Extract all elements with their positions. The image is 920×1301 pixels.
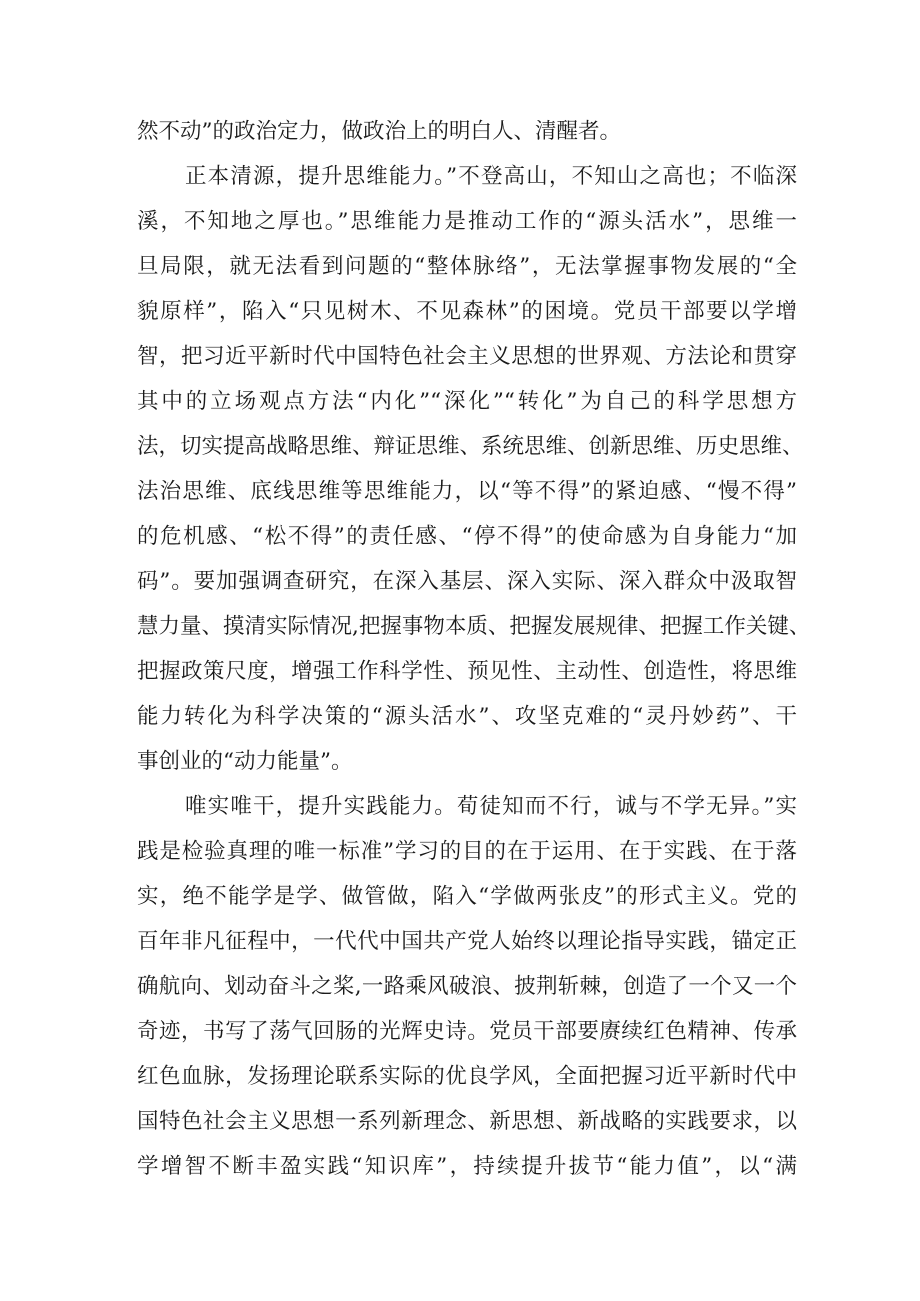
text-line: 智，把习近平新时代中国特色社会主义思想的世界观、方法论和贯穿 (137, 344, 797, 369)
text-line: 溪，不知地之厚也。”思维能力是推动工作的“源头活水”，思维一 (137, 209, 797, 234)
text-line: 百年非凡征程中，一代代中国共产党人始终以理论指导实践，锚定正 (137, 929, 797, 954)
text-line: 国特色社会主义思想一系列新理念、新思想、新战略的实践要求，以 (137, 1109, 797, 1134)
text-line: 的危机感、“松不得”的责任感、“停不得”的使命感为自身能力“加 (137, 524, 797, 549)
text-line: 法治思维、底线思维等思维能力，以“等不得”的紧迫感、“慢不得” (137, 479, 797, 504)
text-line: 能力转化为科学决策的“源头活水”、攻坚克难的“灵丹妙药”、干 (137, 704, 797, 729)
text-line: 码”。要加强调查研究，在深入基层、深入实际、深入群众中汲取智 (137, 569, 797, 594)
text-line: 旦局限，就无法看到问题的“整体脉络”，无法掌握事物发展的“全 (137, 254, 797, 279)
text-line: 学增智不断丰盈实践“知识库”，持续提升拔节“能力值”，以“满 (137, 1154, 797, 1179)
text-line: 然不动”的政治定力，做政治上的明白人、清醒者。 (137, 119, 621, 144)
text-line: 践是检验真理的唯一标准”学习的目的在于运用、在于实践、在于落 (137, 839, 797, 864)
text-line: 法，切实提高战略思维、辩证思维、系统思维、创新思维、历史思维、 (137, 434, 804, 459)
paragraph-first-line: 正本清源，提升思维能力。”不登高山，不知山之高也；不临深 (185, 164, 797, 189)
text-line: 慧力量、摸清实际情况,把握事物本质、把握发展规律、把握工作关键、 (137, 614, 811, 639)
text-line: 红色血脉，发扬理论联系实际的优良学风，全面把握习近平新时代中 (137, 1064, 797, 1089)
text-line: 事创业的“动力能量”。 (137, 749, 353, 774)
text-line: 实，绝不能学是学、做管做，陷入“学做两张皮”的形式主义。党的 (137, 884, 797, 909)
paragraph-first-line: 唯实唯干，提升实践能力。荀徒知而不行，诚与不学无异。”实 (185, 794, 797, 819)
text-line: 其中的立场观点方法“内化”“深化”“转化”为自己的科学思想方 (137, 389, 797, 414)
text-line: 把握政策尺度，增强工作科学性、预见性、主动性、创造性，将思维 (137, 659, 797, 684)
text-line: 奇迹，书写了荡气回肠的光辉史诗。党员干部要赓续红色精神、传承 (137, 1019, 797, 1044)
text-line: 确航向、划动奋斗之桨,一路乘风破浪、披荆斩棘，创造了一个又一个 (137, 974, 797, 999)
text-line: 貌原样”，陷入“只见树木、不见森林”的困境。党员干部要以学增 (137, 299, 797, 324)
